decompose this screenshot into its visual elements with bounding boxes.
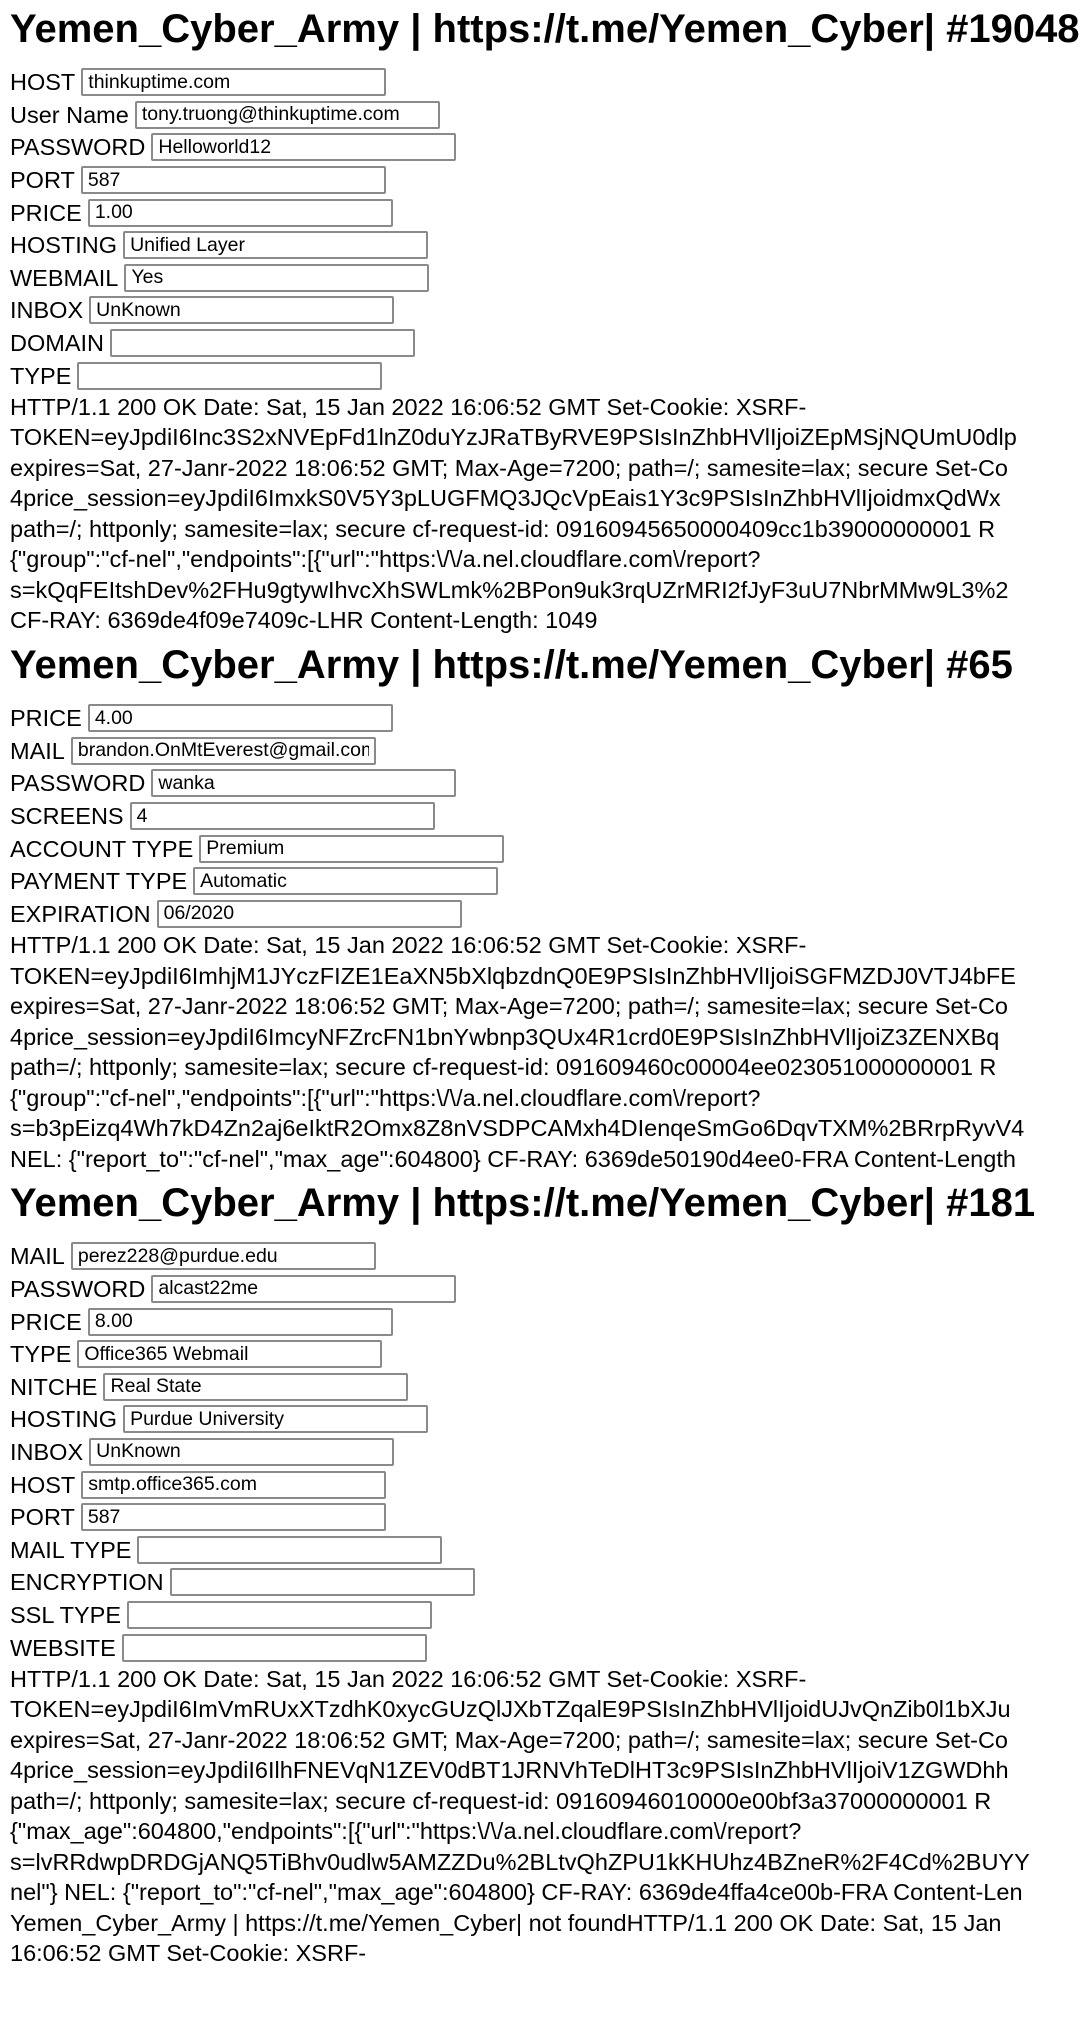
- header-line: TOKEN=eyJpdiI6ImVmRUxXTzdhK0xycGUzQlJXbTZqalE9PSIsInZhbHVlIjoidUJvQnZib0l1bXJu: [10, 1696, 1011, 1723]
- listing-section: [10, 642, 1070, 1174]
- username-input[interactable]: [135, 101, 440, 129]
- response-headers: [10, 930, 1070, 1174]
- domain-input[interactable]: [110, 329, 415, 357]
- field-website: [10, 1631, 1070, 1664]
- header-line: s=kQqFEItshDev%2FHu9gtywIhvcXhSWLmk%2BPon9uk3rqUZrMRI2fJyF3uU7NbrMMw9L3%2: [10, 576, 1009, 603]
- field-label: TYPE: [10, 1341, 72, 1368]
- field-host: [10, 66, 1070, 99]
- header-line: 4price_session=eyJpdiI6IlhFNEVqN1ZEV0dBT1JRNVhTeDlHT3c9PSIsInZhbHVlIjoiV1ZGWDhh: [10, 1757, 1009, 1784]
- account-type-input[interactable]: [199, 835, 504, 863]
- header-line: TOKEN=eyJpdiI6Inc3S2xNVEpFd1lnZ0duYzJRaTByRVE9PSIsInZhbHVlIjoiZEpMSjNQUmU0dlp: [10, 424, 1017, 451]
- header-line: path=/; httponly; samesite=lax; secure cf-request-id: 091609460c00004ee023051000000001 R: [10, 1054, 997, 1081]
- field-label: PASSWORD: [10, 770, 146, 797]
- field-label: PORT: [10, 1504, 75, 1531]
- header-line: HTTP/1.1 200 OK Date: Sat, 15 Jan 2022 16:06:52 GMT Set-Cookie: XSRF-: [10, 932, 807, 959]
- field-host: [10, 1468, 1070, 1501]
- header-line: s=lvRRdwpDRDGjANQ5TiBhv0udlw5AMZZDu%2BLtvQhZPU1kKHUhz4BZneR%2F4Cd%2BUYY: [10, 1848, 1030, 1875]
- field-type: [10, 359, 1070, 392]
- field-nitche: [10, 1370, 1070, 1403]
- field-webmail: [10, 262, 1070, 295]
- field-inbox: [10, 294, 1070, 327]
- field-label: SCREENS: [10, 803, 124, 830]
- payment-type-input[interactable]: [193, 867, 498, 895]
- field-port: [10, 164, 1070, 197]
- price-input[interactable]: [88, 199, 393, 227]
- header-line: path=/; httponly; samesite=lax; secure cf-request-id: 09160945650000409cc1b39000000001 R: [10, 515, 996, 542]
- page: [0, 6, 1080, 1969]
- field-domain: [10, 327, 1070, 360]
- field-hosting: [10, 1403, 1070, 1436]
- price-input[interactable]: [88, 704, 393, 732]
- field-label: WEBMAIL: [10, 264, 119, 291]
- header-line: expires=Sat, 27-Janr-2022 18:06:52 GMT; Max-Age=7200; path=/; samesite=lax; secure Set-Co: [10, 454, 1008, 481]
- header-line: 16:06:52 GMT Set-Cookie: XSRF-: [10, 1940, 367, 1967]
- field-label: TYPE: [10, 362, 72, 389]
- field-label: NITCHE: [10, 1373, 98, 1400]
- field-label: User Name: [10, 101, 129, 128]
- field-inbox: [10, 1436, 1070, 1469]
- field-label: MAIL: [10, 1243, 65, 1270]
- field-label: MAIL TYPE: [10, 1536, 132, 1563]
- field-screens: [10, 800, 1070, 833]
- password-input[interactable]: [151, 133, 456, 161]
- field-mail: [10, 735, 1070, 768]
- header-line: NEL: {"report_to":"cf-nel","max_age":604800} CF-RAY: 6369de50190d4ee0-FRA Content-Length: [10, 1145, 1016, 1172]
- header-line: s=b3pEizq4Wh7kD4Zn2aj6eIktR2Omx8Z8nVSDPCAMxh4DIenqeSmGo6DqvTXM%2BRrpRyvV4: [10, 1115, 1025, 1142]
- webmail-input[interactable]: [124, 264, 429, 292]
- field-encryption: [10, 1566, 1070, 1599]
- field-label: PASSWORD: [10, 134, 146, 161]
- header-line: path=/; httponly; samesite=lax; secure cf-request-id: 09160946010000e00bf3a37000000001 R: [10, 1787, 992, 1814]
- response-headers: [10, 1664, 1070, 1969]
- field-label: MAIL: [10, 737, 65, 764]
- field-price: [10, 1305, 1070, 1338]
- field-label: PRICE: [10, 199, 82, 226]
- field-label: HOSTING: [10, 232, 118, 259]
- field-expiration: [10, 898, 1070, 931]
- field-password: [10, 131, 1070, 164]
- nitche-input[interactable]: [103, 1373, 408, 1401]
- field-password: [10, 1273, 1070, 1306]
- header-line: expires=Sat, 27-Janr-2022 18:06:52 GMT; Max-Age=7200; path=/; samesite=lax; secure Set-Co: [10, 993, 1008, 1020]
- header-line: expires=Sat, 27-Janr-2022 18:06:52 GMT; Max-Age=7200; path=/; samesite=lax; secure Set-Co: [10, 1726, 1008, 1753]
- encryption-input[interactable]: [170, 1568, 475, 1596]
- header-line: 4price_session=eyJpdiI6ImcyNFZrcFN1bnYwbnp3QUx4R1crd0E9PSIsInZhbHVlIjoiZ3ZENXBq: [10, 1023, 1000, 1050]
- field-label: ACCOUNT TYPE: [10, 835, 194, 862]
- field-hosting: [10, 229, 1070, 262]
- field-label: WEBSITE: [10, 1634, 116, 1661]
- section-title: Yemen_Cyber_Army | https://t.me/Yemen_Cyber| #181: [10, 1181, 1036, 1226]
- header-line: HTTP/1.1 200 OK Date: Sat, 15 Jan 2022 16:06:52 GMT Set-Cookie: XSRF-: [10, 393, 807, 420]
- header-line: HTTP/1.1 200 OK Date: Sat, 15 Jan 2022 16:06:52 GMT Set-Cookie: XSRF-: [10, 1665, 807, 1692]
- field-account-type: [10, 832, 1070, 865]
- field-label: HOSTING: [10, 1406, 118, 1433]
- screens-input[interactable]: [130, 802, 435, 830]
- header-line: {"group":"cf-nel","endpoints":[{"url":"https:\/\/a.nel.cloudflare.com\/report?: [10, 546, 761, 573]
- field-label: ENCRYPTION: [10, 1569, 164, 1596]
- header-line: nel"} NEL: {"report_to":"cf-nel","max_age":604800} CF-RAY: 6369de4ffa4ce00b-FRA Content-Len: [10, 1879, 1023, 1906]
- password-input[interactable]: [151, 1275, 456, 1303]
- field-type: [10, 1338, 1070, 1371]
- header-line: 4price_session=eyJpdiI6ImxkS0V5Y3pLUGFMQ3JQcVpEais1Y3c9PSIsInZhbHVlIjoidmxQdWx: [10, 485, 1001, 512]
- response-headers: [10, 392, 1070, 636]
- inbox-input[interactable]: [89, 296, 394, 324]
- field-mail-type: [10, 1533, 1070, 1566]
- field-label: DOMAIN: [10, 330, 104, 357]
- port-input[interactable]: [81, 166, 386, 194]
- field-port: [10, 1501, 1070, 1534]
- header-line: TOKEN=eyJpdiI6ImhjM1JYczFIZE1EaXN5bXlqbzdnQ0E9PSIsInZhbHVlIjoiSGFMZDJ0VTJ4bFE: [10, 962, 1016, 989]
- host-input[interactable]: [81, 68, 386, 96]
- listing-section: [10, 1180, 1070, 1969]
- field-label: SSL TYPE: [10, 1601, 122, 1628]
- field-price: [10, 702, 1070, 735]
- header-line: {"group":"cf-nel","endpoints":[{"url":"https:\/\/a.nel.cloudflare.com\/report?: [10, 1084, 761, 1111]
- password-input[interactable]: [151, 769, 456, 797]
- section-title: Yemen_Cyber_Army | https://t.me/Yemen_Cyber| #65: [10, 642, 1013, 687]
- field-label: PORT: [10, 167, 75, 194]
- port-input[interactable]: [81, 1503, 386, 1531]
- header-line: Yemen_Cyber_Army | https://t.me/Yemen_Cyber| not foundHTTP/1.1 200 OK Date: Sat, 15 Jan: [10, 1909, 1002, 1936]
- section-title: Yemen_Cyber_Army | https://t.me/Yemen_Cyber| #19048: [10, 7, 1080, 51]
- field-label: HOST: [10, 69, 76, 96]
- field-label: HOST: [10, 1471, 76, 1498]
- field-label: EXPIRATION: [10, 900, 151, 927]
- host-input[interactable]: [81, 1471, 386, 1499]
- mail-type-input[interactable]: [137, 1536, 442, 1564]
- mail-input[interactable]: [71, 1242, 376, 1270]
- ssl-type-input[interactable]: [127, 1601, 432, 1629]
- type-input[interactable]: [77, 1340, 382, 1368]
- type-input[interactable]: [77, 362, 382, 390]
- field-password: [10, 767, 1070, 800]
- field-ssl-type: [10, 1599, 1070, 1632]
- header-line: {"max_age":604800,"endpoints":[{"url":"https:\/\/a.nel.cloudflare.com\/report?: [10, 1818, 802, 1845]
- inbox-input[interactable]: [89, 1438, 394, 1466]
- field-label: PRICE: [10, 705, 82, 732]
- field-label: PRICE: [10, 1308, 82, 1335]
- field-label: PASSWORD: [10, 1275, 146, 1302]
- hosting-input[interactable]: [123, 1405, 428, 1433]
- field-label: INBOX: [10, 297, 84, 324]
- website-input[interactable]: [122, 1634, 427, 1662]
- field-price: [10, 196, 1070, 229]
- hosting-input[interactable]: [123, 231, 428, 259]
- field-payment-type: [10, 865, 1070, 898]
- field-label: PAYMENT TYPE: [10, 868, 188, 895]
- mail-input[interactable]: [71, 737, 376, 765]
- field-username: [10, 99, 1070, 132]
- header-line: CF-RAY: 6369de4f09e7409c-LHR Content-Length: 1049: [10, 607, 598, 634]
- price-input[interactable]: [88, 1308, 393, 1336]
- field-label: INBOX: [10, 1438, 84, 1465]
- listing-section: [10, 6, 1080, 636]
- field-mail: [10, 1240, 1070, 1273]
- expiration-input[interactable]: [157, 900, 462, 928]
